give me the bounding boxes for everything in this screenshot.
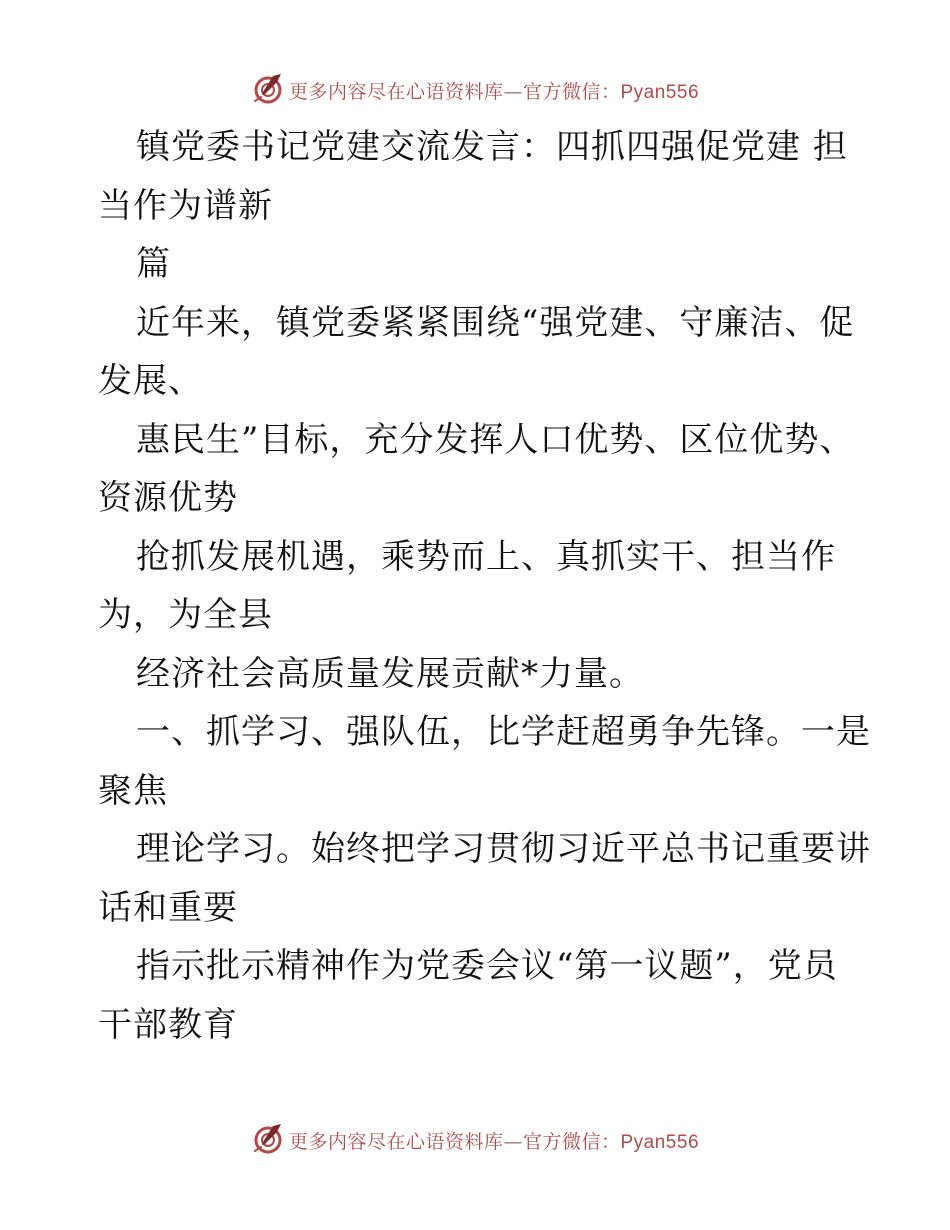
quill-pen-circle-icon [251,1123,285,1157]
paragraph-line: 资源优势 [98,478,238,518]
title-line-1: 镇党委书记党建交流发言：四抓四强促党建 担 [136,127,848,167]
paragraph-line: 近年来，镇党委紧紧围绕“强党建、守廉洁、促 [136,302,855,343]
quill-pen-circle-icon [251,73,285,107]
document-body [98,118,871,1054]
watermark-text: 更多内容尽在心语资料库—官方微信：Pyan556 [288,80,700,103]
paragraph-line: 一、抓学习、强队伍，比学赶超勇争先锋。一是 [136,712,871,752]
paragraph-line: 干部教育 [98,1004,238,1045]
paragraph-line: 为，为全县 [98,595,273,635]
paragraph-line: 话和重要 [98,887,238,928]
header-watermark [0,70,950,110]
paragraph-line: 抢抓发展机遇，乘势而上、真抓实干、担当作 [136,536,836,577]
paragraph-line: 惠民生”目标，充分发挥人口优势、区位优势、 [136,419,855,460]
paragraph-line: 发展、 [98,361,203,401]
paragraph-line: 指示批示精神作为党委会议“第一议题”，党员 [136,946,838,986]
paragraph-line: 理论学习。始终把学习贯彻习近平总书记重要讲 [136,829,871,869]
title-line-3: 篇 [136,244,171,284]
paragraph-line: 聚焦 [98,770,168,811]
footer-watermark [0,1120,950,1160]
watermark-text: 更多内容尽在心语资料库—官方微信：Pyan556 [288,1130,700,1153]
paragraph-line: 经济社会高质量发展贡献*力量。 [136,653,644,694]
title-line-2: 当作为谱新 [98,185,273,226]
